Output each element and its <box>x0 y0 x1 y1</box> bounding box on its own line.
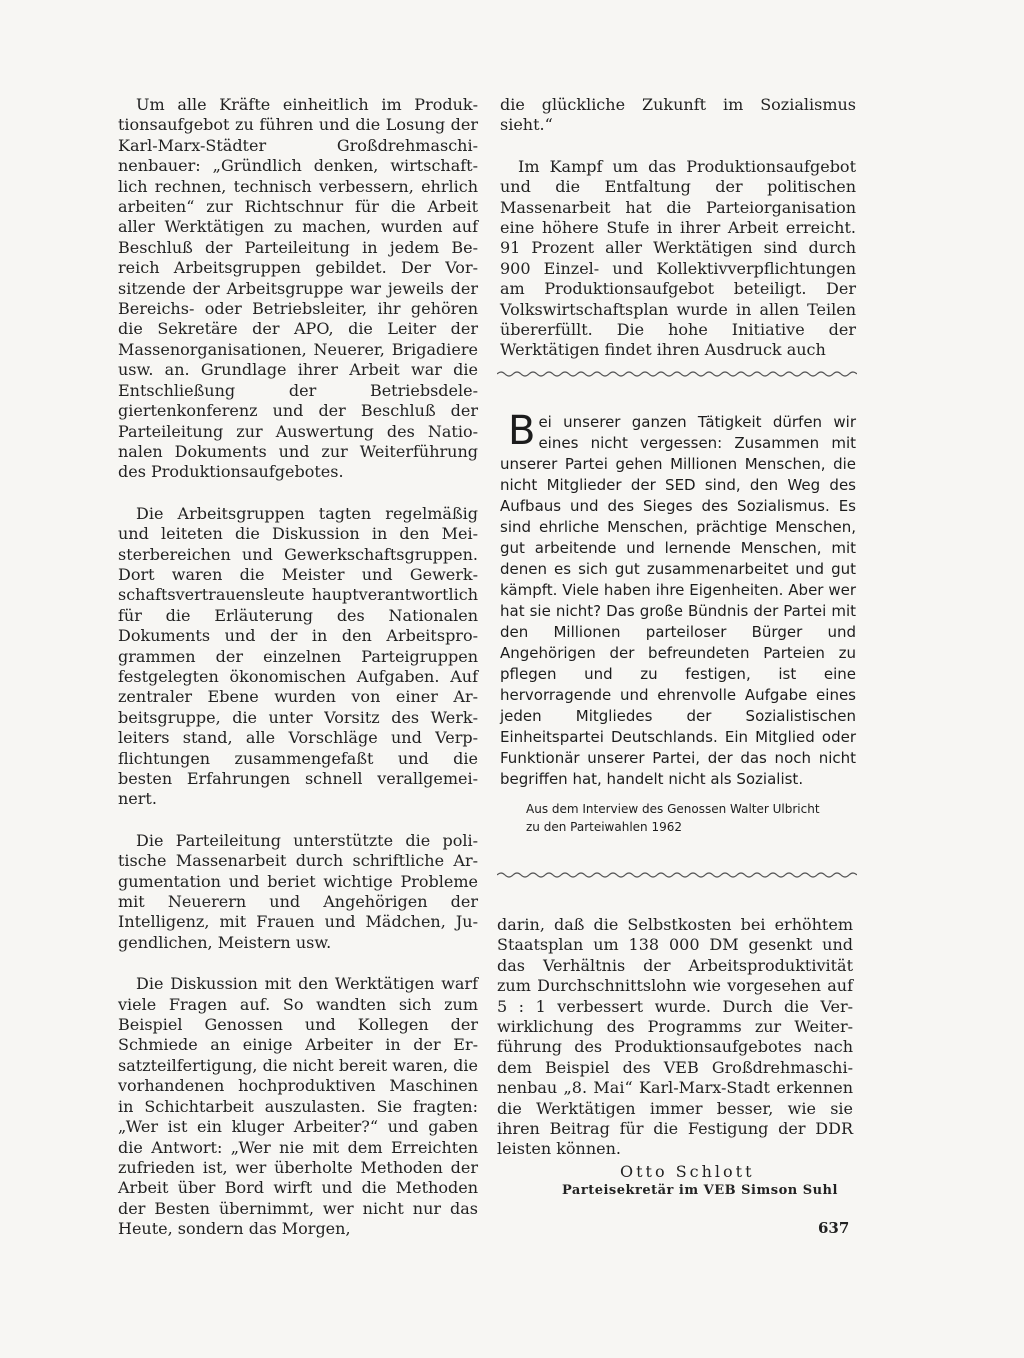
quote-text <box>500 408 856 790</box>
right-column-bottom <box>497 915 853 1166</box>
right-paragraph-2: Im Kampf um das Produktionsaufgebot und die Entfaltung der politischen Massenarbeit hat die Parteiorganisation eine höhere Stufe in ihrer Arbeit erreicht. 91 Prozent aller Werktätigen sind durch 900 Einzel- und Kollektivverpflichtungen am Produktionsaufgebot beteiligt. Der Volkswirtschaftsplan wurde in allen Teilen übererfüllt. Die hohe Initiative der Werktätigen findet ihren Ausdruck auch <box>500 156 856 360</box>
quote-source <box>526 800 856 836</box>
right-paragraph-3: darin, daß die Selbstkosten bei erhöhtem Staatsplan um 138 000 DM gesenkt und das Verhältnis der Arbeitsproduktivität zum Durchschnittslohn wie vorgesehen auf 5 : 1 verbessert wurde. Durch die Verwirklichung des Programms zur Weiterführung des Produktionsaufgebotes nach dem Beispiel des VEB Großdrehmaschinenbau „8. Mai“ Karl-Marx-Stadt erkennen die Werktätigen immer besser, wie sie ihren Beitrag für die Festigung der DDR leisten können. <box>497 915 853 1159</box>
quote-dropcap: B <box>508 408 536 454</box>
page-number: 637 <box>818 1219 850 1237</box>
left-paragraph-2: Die Arbeitsgruppen tagten regelmäßig und leiteten die Diskussion in den Meisterbereichen und Gewerkschaftsgruppen. Dort waren die Meister und Gewerkschaftsvertrauensleute hauptverantwortlich für die Erläuterung des Nationalen Dokuments und der in den Arbeitsprogrammen der einzelnen Parteigruppen festgelegten ökonomischen Aufgaben. Auf zentraler Ebene wurden von einer Arbeitsgruppe, die unter Vorsitz des Werkleiters stand, alle Vorschläge und Verpflichtungen zusammengefaßt und die besten Erfahrungen schnell verallgemeinert. <box>118 503 478 809</box>
right-column-top <box>500 95 856 382</box>
left-paragraph-3: Die Parteileitung unterstützte die politische Massenarbeit durch schriftliche Argumentation und beriet wichtige Probleme mit Neuerern und Angehörigen der Intelligenz, mit Frauen und Mädchen, Jugendlichen, Meistern usw. <box>118 830 478 952</box>
quote-body: ei unserer ganzen Tätigkeit dürfen wir eines nicht vergessen: Zusammen mit unserer Partei gehen Millionen Menschen, die nicht Mitglieder der SED sind, den Weg des Aufbaus und des Sieges des Sozialismus. Es sind ehrliche Menschen, prächtige Menschen, gut arbeitende und lernende Menschen, mit denen es sich gut zusammenarbeitet und gut kämpft. Viele haben ihre Eigenheiten. Aber wer hat sie nicht? Das große Bündnis der Partei mit den Millionen parteiloser Bürger und Angehörigen der befreundeten Parteien zu pflegen und zu festigen, ist eine hervorragende und ehrenvolle Aufgabe eines jeden Mitgliedes der Sozialistischen Einheitspartei Deutschlands. Ein Mitglied oder Funktionär unserer Partei, der das noch nicht begriffen hat, handelt nicht als Sozialist. <box>500 413 856 788</box>
left-paragraph-4: Die Diskussion mit den Werktätigen warf viele Fragen auf. So wandten sich zum Beispiel Genossen und Kollegen der Schmiede an einige Arbeiter in der Ersatzteilfertigung, die nicht bereit waren, die vorhandenen hochproduktiven Maschinen in Schichtarbeit auszulasten. Sie fragten: „Wer ist ein kluger Arbeiter?“ und gaben die Antwort: „Wer nie mit dem Erreichten zufrieden ist, wer überholte Methoden der Arbeit über Bord wirft und die Methoden der Besten übernimmt, wer nicht nur das Heute, sondern das Morgen, <box>118 974 478 1239</box>
author-name: Otto Schlott <box>620 1162 755 1181</box>
left-paragraph-1: Um alle Kräfte einheitlich im Produktionsaufgebot zu führen und die Losung der Karl-Marx-Städter Großdrehmaschinenbauer: „Gründlich denken, wirtschaftlich rechnen, technisch verbessern, ehrlich arbeiten“ zur Richtschnur für die Arbeit aller Werktätigen zu machen, wurden auf Beschluß der Parteileitung in jedem Bereich Arbeitsgruppen gebildet. Der Vorsitzende der Arbeitsgruppe war jeweils der Bereichs- oder Betriebsleiter, ihr gehören die Sekretäre der APO, die Leiter der Massenorganisationen, Neuerer, Brigadiere usw. an. Grundlage ihrer Arbeit war die Entschließung der Betriebsdelegiertenkonferenz und der Beschluß der Parteileitung zur Auswertung des Nationalen Dokuments und zur Weiterführung des Produktionsaufgebotes. <box>118 95 478 482</box>
author-role: Parteisekretär im VEB Simson Suhl <box>562 1183 838 1198</box>
quote-source-line-1: Aus dem Interview des Genossen Walter Ulbricht <box>526 802 820 816</box>
left-column <box>118 95 478 1261</box>
quote-box <box>500 408 856 836</box>
quote-source-line-2: zu den Parteiwahlen 1962 <box>526 820 682 834</box>
wavy-divider-top <box>497 370 857 378</box>
wavy-divider-bottom <box>497 871 857 879</box>
right-paragraph-continuation: die glückliche Zukunft im Sozialismus sieht.“ <box>500 95 856 135</box>
